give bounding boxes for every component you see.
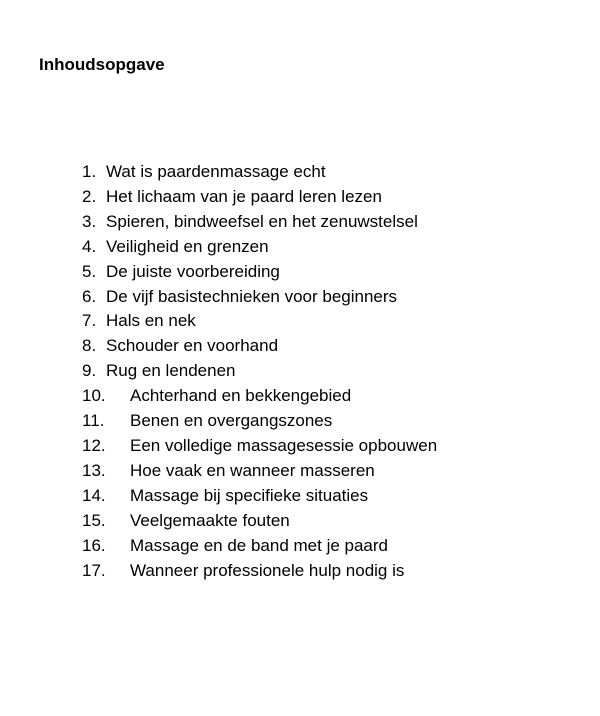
toc-item-text: Hoe vaak en wanneer masseren [130, 460, 375, 480]
toc-item-text: Het lichaam van je paard leren lezen [106, 186, 382, 206]
toc-item-text: Spieren, bindweefsel en het zenuwstelsel [106, 211, 418, 231]
toc-item-text: Rug en lendenen [106, 361, 236, 381]
toc-item-text: Wanneer professionele hulp nodig is [130, 560, 405, 580]
toc-item-number: 9. [82, 361, 97, 381]
toc-item-number: 6. [82, 286, 97, 306]
toc-item-text: Wat is paardenmassage echt [106, 162, 326, 181]
toc-item-number: 2. [82, 186, 97, 206]
toc-item [82, 509, 437, 534]
toc-item-text: Veiligheid en grenzen [106, 236, 269, 256]
toc-item [82, 409, 437, 434]
toc-item-number: 4. [82, 236, 97, 256]
toc-item [82, 484, 437, 509]
toc-item-number: 14. [82, 485, 106, 505]
toc-item [82, 210, 437, 235]
toc-item-text: Een volledige massagesessie opbouwen [130, 435, 438, 455]
toc-item-number: 15. [82, 510, 106, 530]
toc-item-text: Massage bij specifieke situaties [130, 485, 369, 505]
toc-item-number: 8. [82, 336, 97, 356]
toc-item-text: De vijf basistechnieken voor beginners [106, 286, 398, 306]
toc-item-text: Veelgemaakte fouten [130, 510, 290, 530]
toc-item-number: 17. [82, 560, 106, 580]
toc-item-number: 1. [82, 162, 97, 181]
toc-item [82, 309, 437, 334]
toc-item-number: 12. [82, 435, 106, 455]
toc-item [82, 285, 437, 310]
table-of-contents [82, 160, 437, 583]
toc-item [82, 434, 437, 459]
toc-item-text: Schouder en voorhand [106, 336, 279, 356]
toc-item [82, 160, 437, 185]
toc-item [82, 334, 437, 359]
toc-item-number: 16. [82, 535, 106, 555]
toc-item [82, 185, 437, 210]
toc-item [82, 235, 437, 260]
toc-item-number: 11. [82, 411, 105, 431]
toc-item-text: Achterhand en bekkengebied [130, 386, 352, 406]
toc-item-text: De juiste voorbereiding [106, 261, 280, 281]
toc-item-text: Hals en nek [106, 311, 196, 331]
toc-item-text: Massage en de band met je paard [130, 535, 389, 555]
toc-item [82, 459, 437, 484]
toc-item-number: 13. [82, 460, 106, 480]
toc-item-text: Benen en overgangszones [130, 411, 333, 431]
toc-item [82, 260, 437, 285]
toc-item [82, 534, 437, 559]
toc-item [82, 384, 437, 409]
toc-item-number: 3. [82, 211, 97, 231]
toc-item-number: 10. [82, 386, 106, 406]
toc-item-number: 5. [82, 261, 97, 281]
toc-item [82, 359, 437, 384]
toc-item-number: 7. [82, 311, 97, 331]
page-title: Inhoudsopgave [39, 55, 165, 74]
toc-item [82, 559, 437, 584]
